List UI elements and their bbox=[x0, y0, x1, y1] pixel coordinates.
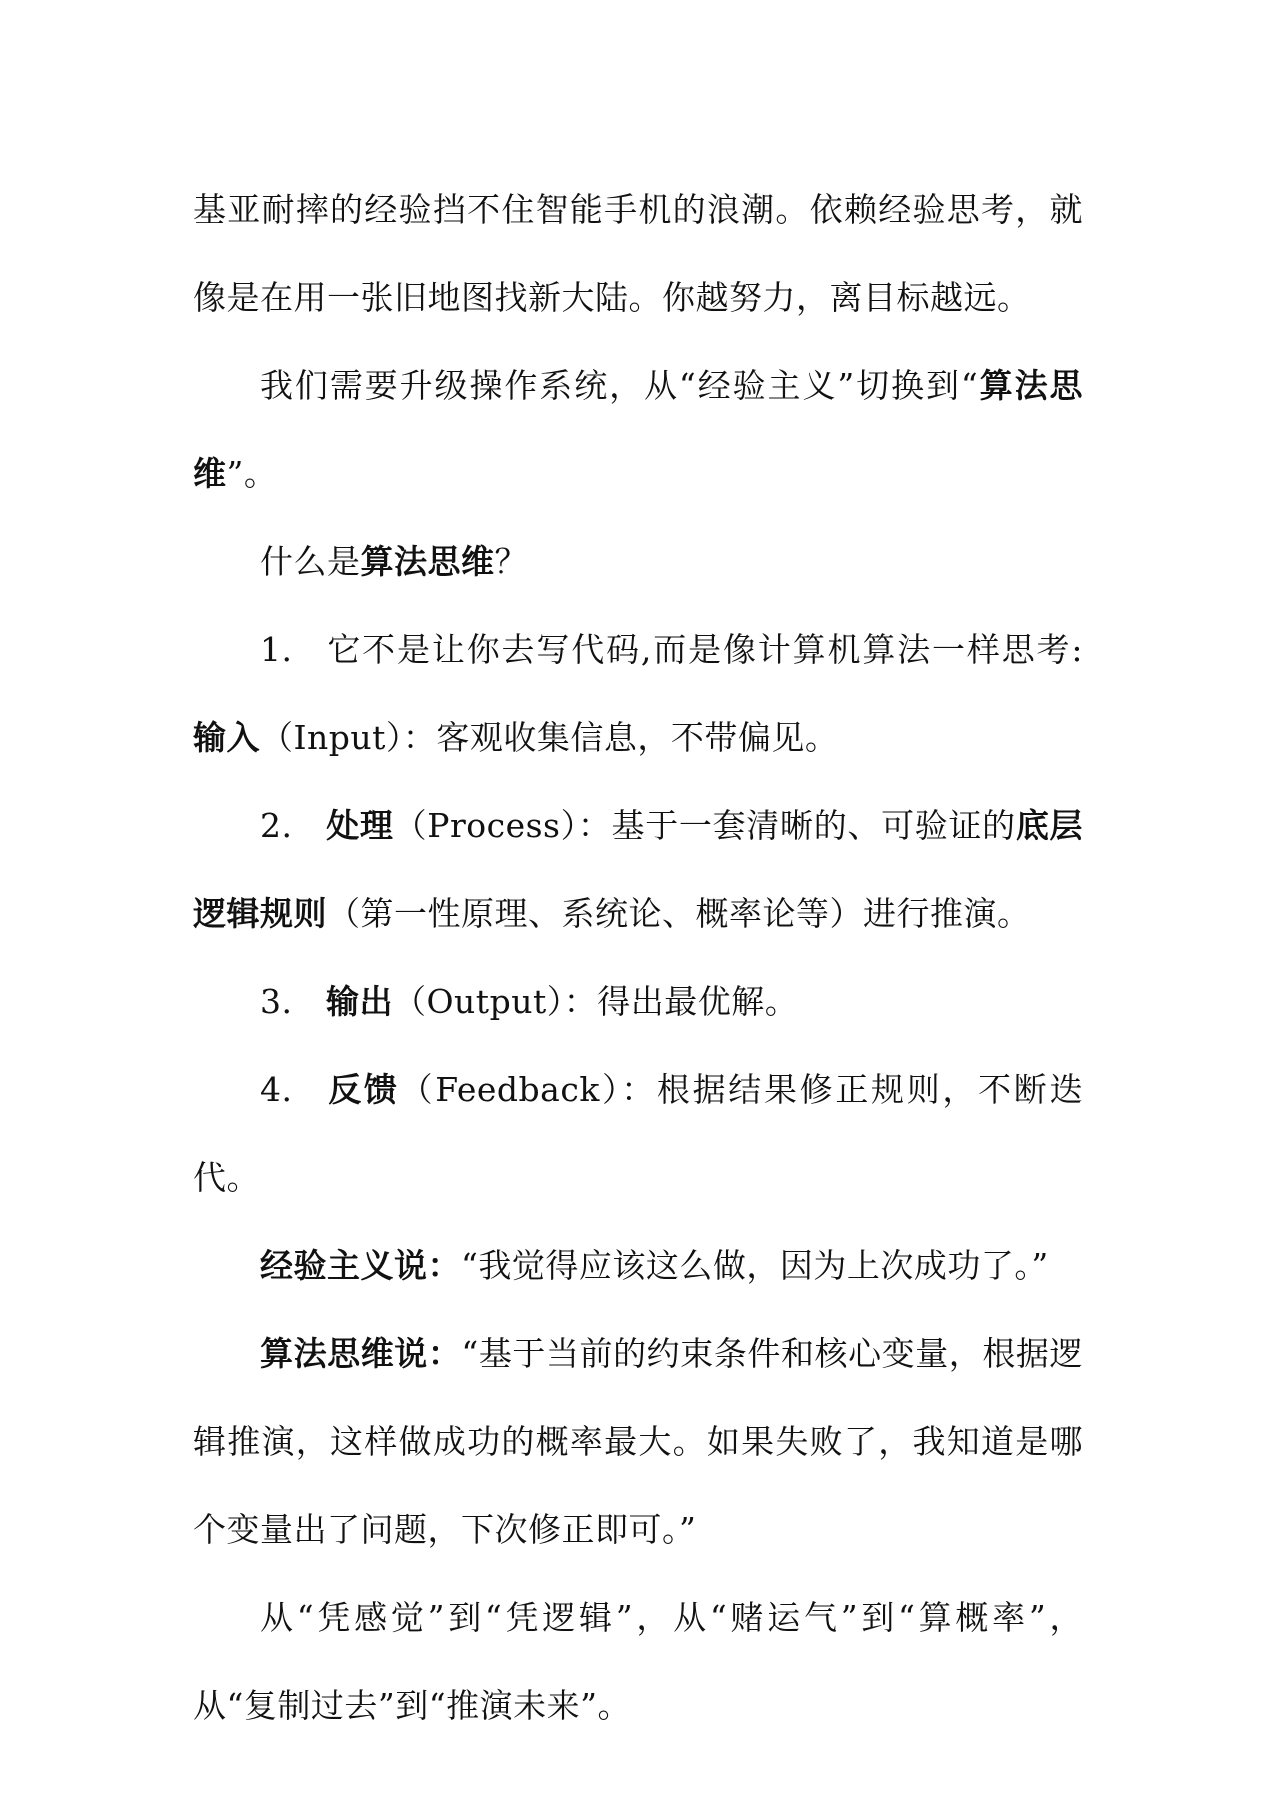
bold-term: 算法思维说： bbox=[260, 1334, 462, 1373]
text-span: ”。 bbox=[226, 454, 278, 493]
bold-term: 输入 bbox=[193, 718, 260, 757]
text-span: （Output）：得出最优解。 bbox=[393, 982, 799, 1021]
list-number: 2. bbox=[260, 806, 293, 845]
bold-term: 输出 bbox=[326, 982, 393, 1021]
list-number: 1. bbox=[260, 630, 293, 669]
text-span: “我觉得应该这么做，因为上次成功了。” bbox=[461, 1246, 1049, 1285]
text-span: （第一性原理、系统论、概率论等）进行推演。 bbox=[327, 894, 1031, 933]
bold-term: 反馈 bbox=[326, 1070, 400, 1109]
text-span: （Input）：客观收集信息，不带偏见。 bbox=[260, 718, 839, 757]
paragraph-question bbox=[193, 518, 1083, 606]
bold-term: 算法思维 bbox=[360, 542, 495, 581]
paragraph-upgrade-system bbox=[193, 342, 1083, 518]
paragraph-nokia-experience: 基亚耐摔的经验挡不住智能手机的浪潮。依赖经验思考，就像是在用一张旧地图找新大陆。你越努力，离目标越远。 bbox=[193, 190, 1083, 317]
list-item-1 bbox=[193, 606, 1083, 782]
text-span: （Process）：基于一套清晰的、可验证的 bbox=[393, 806, 1016, 845]
text-span: ？ bbox=[494, 542, 528, 581]
list-item-3 bbox=[193, 958, 1083, 1046]
text-span: 什么是 bbox=[260, 542, 361, 581]
bold-term: 经验主义说： bbox=[260, 1246, 461, 1285]
bold-term: 算法思维 bbox=[193, 366, 1084, 493]
text-span: （Feedback）：根据结果修正规则，不断迭代。 bbox=[193, 1070, 1083, 1197]
text-span: 我们需要升级操作系统，从“经验主义”切换到“ bbox=[260, 366, 979, 405]
text-span: “基于当前的约束条件和核心变量，根据逻辑推演，这样做成功的概率最大。如果失败了，我知道是哪个变量出了问题，下次修正即可。” bbox=[193, 1334, 1083, 1549]
text-span: 它不是让你去写代码,而是像计算机算法一样思考: bbox=[326, 630, 1083, 669]
document-body bbox=[193, 166, 1083, 1750]
list-item-2 bbox=[193, 782, 1083, 958]
list-number: 3. bbox=[260, 982, 293, 1021]
paragraph-algorithm-quote bbox=[193, 1310, 1083, 1574]
bold-term: 底层逻辑规则 bbox=[193, 806, 1084, 933]
list-number: 4. bbox=[260, 1070, 293, 1109]
paragraph-experience-quote bbox=[193, 1222, 1083, 1310]
list-item-4 bbox=[193, 1046, 1083, 1222]
bold-term: 处理 bbox=[326, 806, 394, 845]
paragraph-closing: 从“凭感觉”到“凭逻辑”，从“赌运气”到“算概率”，从“复制过去”到“推演未来”。 bbox=[193, 1598, 1083, 1725]
